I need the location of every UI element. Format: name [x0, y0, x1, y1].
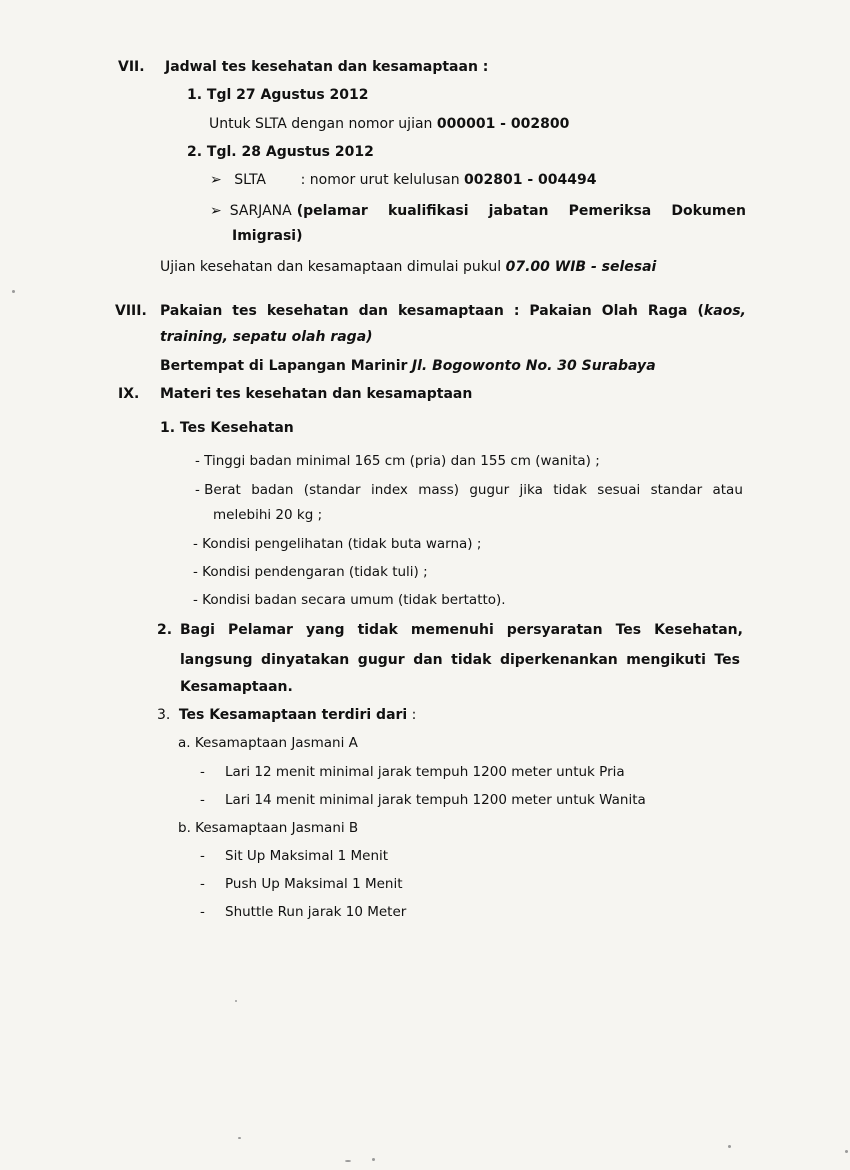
fitness-b-item — [200, 847, 388, 865]
word: Tes — [714, 652, 740, 668]
paren: ( — [697, 303, 704, 319]
word: tidak — [357, 622, 398, 638]
exam-time-text: Ujian kesehatan dan kesamaptaan dimulai pukul — [160, 259, 502, 275]
fitness-b-situp: Sit Up Maksimal 1 Menit — [225, 848, 389, 864]
schedule-date-1-text — [209, 115, 569, 133]
item-2-line2 — [180, 651, 740, 669]
scan-speck — [372, 1158, 375, 1161]
word: diperkenankan — [499, 652, 618, 668]
word: kesamaptaan — [398, 303, 504, 319]
kaos-word: kaos, — [703, 303, 746, 319]
word: Kesehatan, — [654, 622, 743, 638]
word: Dokumen — [671, 203, 746, 219]
fitness-a-label: a. Kesamaptaan Jasmani A — [178, 735, 358, 751]
section-vii-number: VII. — [118, 59, 145, 75]
word: tes — [232, 303, 257, 319]
fitness-b-item — [200, 903, 406, 921]
slta-text: : nomor urut kelulusan — [300, 172, 460, 188]
schedule-date-2: 2. Tgl. 28 Agustus 2012 — [187, 144, 374, 160]
word: (pelamar — [296, 203, 368, 219]
word — [698, 302, 746, 320]
word: badan — [251, 482, 294, 498]
word: Pakaian — [529, 303, 592, 319]
dash: - — [200, 848, 205, 864]
arrow-bullet-icon: ➢ — [210, 203, 222, 219]
word: Raga — [647, 303, 688, 319]
item-3-number: 3. — [157, 707, 171, 723]
sarjana-line — [210, 202, 746, 220]
schedule-date-1: 1. Tgl 27 Agustus 2012 — [187, 87, 369, 103]
health-item-weight — [195, 481, 743, 499]
word: tidak — [451, 652, 492, 668]
dash: - — [200, 876, 205, 892]
section-viii-title — [160, 302, 746, 320]
word: gugur — [357, 652, 405, 668]
word: Pemeriksa — [568, 203, 652, 219]
health-item-height: - Tinggi badan minimal 165 cm (pria) dan 155 cm (wanita) ; — [195, 453, 600, 469]
word: langsung — [180, 652, 253, 668]
word: dan — [358, 303, 389, 319]
arrow-bullet-icon: ➢ — [210, 172, 222, 188]
item-3-line — [157, 706, 416, 724]
sarjana-desc — [297, 202, 746, 220]
item-3-bold: Tes Kesamaptaan terdiri dari — [178, 707, 408, 723]
scan-speck — [845, 1150, 848, 1153]
word: (standar — [303, 482, 361, 498]
word: dan — [413, 652, 443, 668]
word: kualifikasi — [387, 203, 469, 219]
exam-time-value: 07.00 WIB - selesai — [505, 259, 657, 275]
scan-speck — [12, 290, 15, 293]
word: index — [370, 482, 408, 498]
sarjana-cont: Imigrasi) — [232, 228, 303, 244]
word: atau — [712, 482, 743, 498]
fitness-b-item — [200, 875, 403, 893]
word: : — [513, 303, 520, 319]
word: dinyatakan — [261, 652, 350, 668]
word: gugur — [469, 482, 510, 498]
slta-line — [210, 171, 597, 189]
health-test-heading: 1. Tes Kesehatan — [160, 420, 294, 436]
fitness-a-item — [200, 791, 646, 809]
word: mass) — [418, 482, 460, 498]
word: memenuhi — [410, 622, 494, 638]
word: jabatan — [488, 203, 549, 219]
scan-speck — [345, 1160, 351, 1162]
dash: - — [200, 792, 205, 808]
word: yang — [305, 622, 345, 638]
dash: - — [200, 904, 205, 920]
word: Pelamar — [227, 622, 293, 638]
section-ix-number: IX. — [118, 386, 140, 402]
word: Olah — [601, 303, 638, 319]
word: Tes — [615, 622, 642, 638]
section-viii-line2: training, sepatu olah raga) — [160, 329, 373, 345]
section-vii-title: Jadwal tes kesehatan dan kesamaptaan : — [165, 59, 489, 75]
health-item-vision: - Kondisi pengelihatan (tidak buta warna) ; — [193, 536, 482, 552]
location-line — [160, 357, 656, 375]
sarjana-label: SARJANA — [229, 203, 292, 219]
health-item-body: - Kondisi badan secara umum (tidak bertatto). — [193, 592, 506, 608]
word: jika — [519, 482, 543, 498]
fitness-a-run-wanita: Lari 14 menit minimal jarak tempuh 1200 meter untuk Wanita — [225, 792, 646, 808]
scan-speck — [728, 1145, 731, 1148]
section-ix-title: Materi tes kesehatan dan kesamaptaan — [160, 386, 473, 402]
item-2-number: 2. — [157, 622, 173, 638]
health-item-weight-cont: melebihi 20 kg ; — [213, 507, 323, 523]
slta-exam-text: Untuk SLTA dengan nomor ujian — [209, 116, 433, 132]
fitness-a-item — [200, 763, 625, 781]
word: - Berat — [195, 482, 241, 498]
health-item-hearing: - Kondisi pendengaran (tidak tuli) ; — [193, 564, 428, 580]
section-viii-number: VIII. — [115, 303, 147, 319]
fitness-b-label: b. Kesamaptaan Jasmani B — [178, 820, 359, 836]
fitness-b-shuttle: Shuttle Run jarak 10 Meter — [225, 904, 407, 920]
slta-label: SLTA — [234, 172, 266, 188]
scan-speck — [235, 1000, 237, 1002]
word: mengikuti — [626, 652, 706, 668]
word: Bagi — [180, 622, 215, 638]
location-text: Bertempat di Lapangan Marinir — [160, 358, 408, 374]
scan-speck — [238, 1137, 241, 1139]
word: tidak — [553, 482, 587, 498]
word: sesuai — [597, 482, 641, 498]
exam-time-line — [160, 258, 656, 276]
word: Pakaian — [160, 303, 223, 319]
word: kesehatan — [266, 303, 349, 319]
slta-range: 002801 - 004494 — [464, 172, 597, 188]
fitness-a-run-pria: Lari 12 menit minimal jarak tempuh 1200 meter untuk Pria — [225, 764, 625, 780]
item-3-colon: : — [407, 707, 417, 723]
word: standar — [650, 482, 703, 498]
slta-exam-range: 000001 - 002800 — [436, 116, 570, 132]
dash: - — [200, 764, 205, 780]
location-address: Jl. Bogowonto No. 30 Surabaya — [411, 358, 656, 374]
item-2-line3: Kesamaptaan. — [180, 679, 293, 695]
fitness-b-pushup: Push Up Maksimal 1 Menit — [225, 876, 403, 892]
word: persyaratan — [506, 622, 603, 638]
item-2-line1 — [180, 621, 743, 639]
